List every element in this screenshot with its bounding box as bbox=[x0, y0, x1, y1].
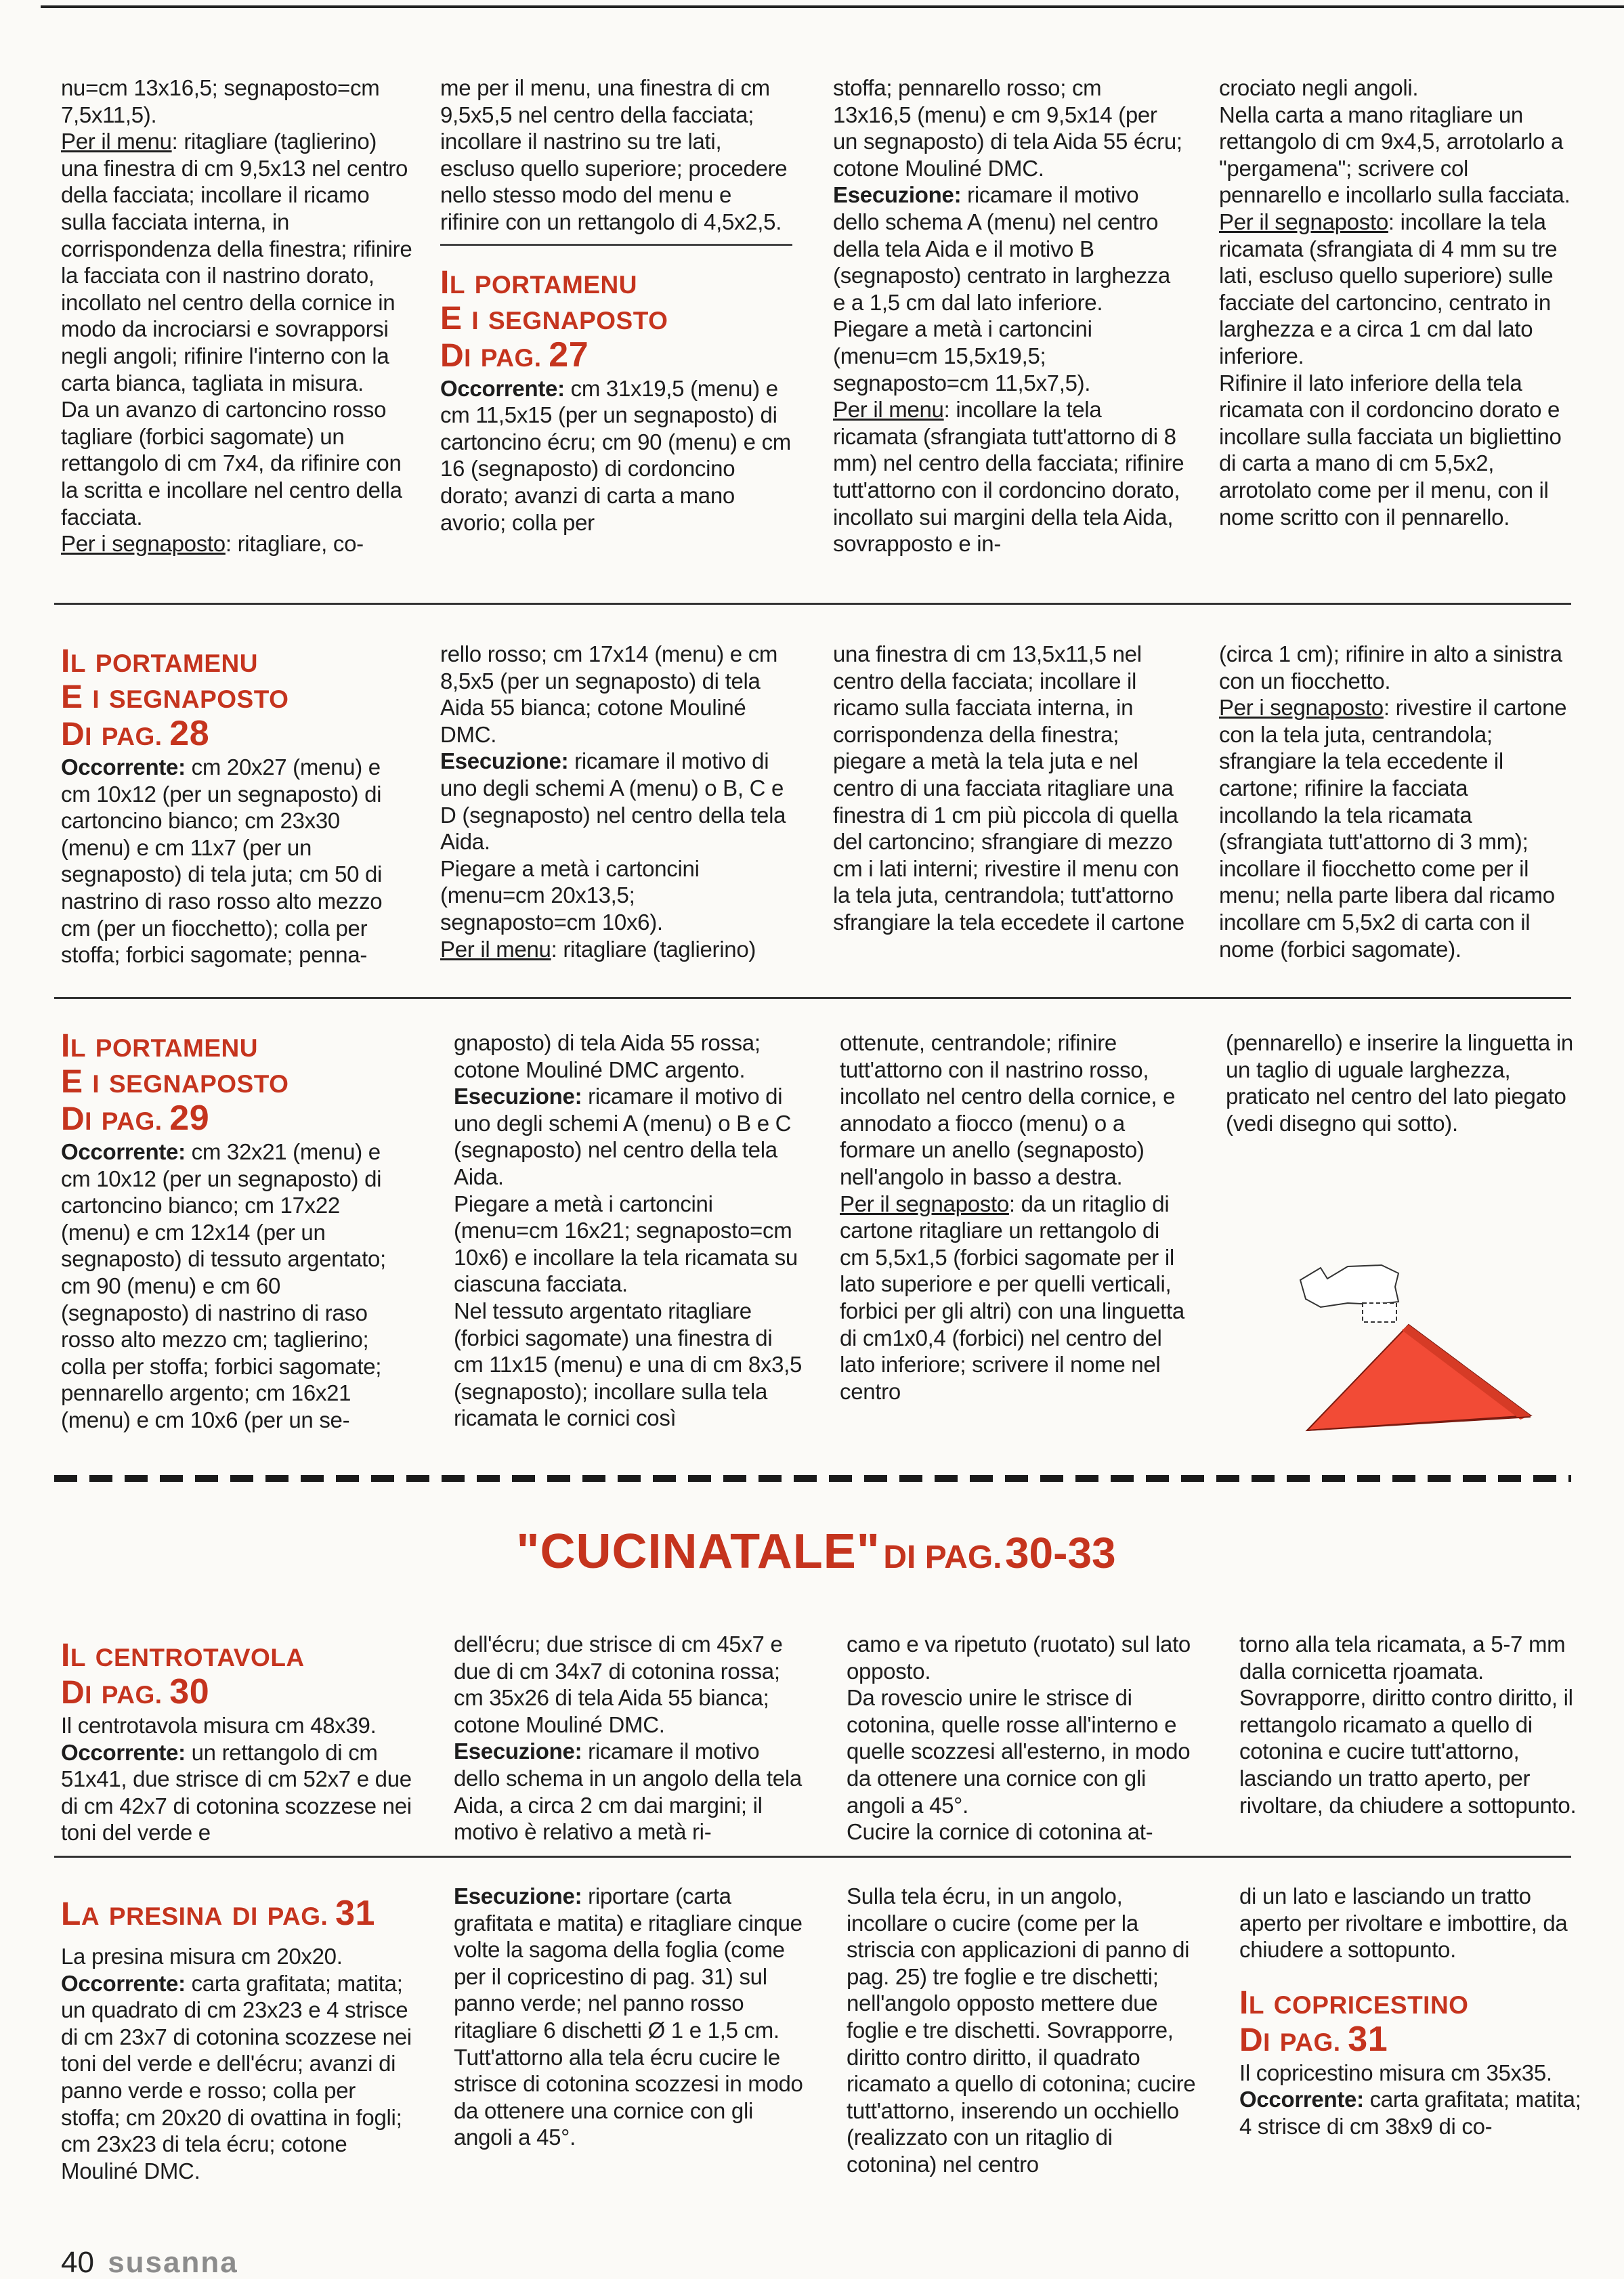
s1-col2 bbox=[440, 74, 792, 536]
underlined-lead: Per il segnaposto bbox=[840, 1191, 1009, 1216]
big-title-quote: "CUCINATALE" bbox=[516, 1525, 880, 1579]
s2-heading: IL PORTAMENU E I SEGNAPOSTO DI PAG. 28 bbox=[61, 643, 289, 753]
paragraph-text: di un lato e lasciando un tratto aperto per rivoltare e imbottire, da chiudere a sottopunto. bbox=[1239, 1883, 1568, 1963]
paragraph bbox=[1239, 1883, 1591, 1963]
paragraph-text: un rettangolo di cm 51x41, due strisce di cm 52x7 e due di cm 42x7 di cotonina scozzese nei toni del verde e bbox=[61, 1739, 412, 1846]
s5-col2 bbox=[454, 1883, 806, 2151]
underlined-lead: Per il menu bbox=[440, 936, 551, 962]
paragraph-text: stoffa; pennarello rosso; cm 13x16,5 (menu) e cm 9,5x14 (per un segnaposto) di tela Aida 55 écru; cotone Mouliné DMC. bbox=[833, 75, 1182, 181]
s2-col1 bbox=[61, 645, 413, 968]
paragraph bbox=[454, 1631, 806, 1738]
page-number: 40 bbox=[61, 2246, 94, 2279]
paragraph bbox=[454, 2044, 806, 2151]
paragraph bbox=[61, 1943, 413, 1970]
s5-heading: LA PRESINA DI PAG. 31 bbox=[61, 1894, 375, 1933]
underlined-lead: Per il menu bbox=[61, 129, 172, 154]
paragraph-text: una finestra di cm 13,5x11,5 nel centro della facciata; incollare il ricamo sulla facciata interna, in corrispondenza della finestra; piegare a metà la tela juta e nel centro di una facciata ritagliare una finestra di 1 cm più piccola di quella del cartoncino; sfrangiare di mezzo cm i lati interni; rivestire il menu con la tela juta, centrandola; tutt'attorno sfrangiare la tela eccedete il cartone bbox=[833, 641, 1184, 935]
paragraph bbox=[840, 1191, 1192, 1405]
paragraph bbox=[440, 74, 792, 236]
paragraph bbox=[454, 1883, 806, 2044]
s5-col1 bbox=[61, 1896, 413, 2184]
paragraph bbox=[440, 641, 792, 748]
s4-col3 bbox=[847, 1631, 1199, 1846]
s3-heading: IL PORTAMENU E I SEGNAPOSTO DI PAG. 29 bbox=[61, 1028, 289, 1138]
paragraph-text: ricamare il motivo di uno degli schemi A (menu) o B e C (segnaposto) nel centro della tela Aida. bbox=[454, 1084, 792, 1189]
big-title-sub: DI PAG. bbox=[883, 1539, 1002, 1575]
paragraph bbox=[454, 1191, 806, 1298]
top-rule bbox=[41, 5, 1624, 8]
paragraph bbox=[61, 1739, 413, 1846]
paragraph-text: Tutt'attorno alla tela écru cucire le strisce di cotonina scozzesi in modo da ottenere una cornice con gli angoli a 45°. bbox=[454, 2044, 803, 2150]
divider-1 bbox=[54, 603, 1571, 605]
s2-col1-text bbox=[61, 754, 413, 968]
paragraph-text: ricamare il motivo dello schema A (menu) nel centro della tela Aida e il motivo B (segnaposto) centrato in larghezza e a 1,5 cm dal lato inferiore. bbox=[833, 182, 1170, 315]
tent-place-card-drawing bbox=[1280, 1260, 1551, 1443]
paragraph-text: Rifinire il lato inferiore della tela ricamata con il cordoncino dorato e incollare sulla facciata un bigliettino di carta a mano di cm 5,5x2, arrotolato come per il menu, con il nome scritto con il pennarello. bbox=[1219, 370, 1562, 530]
s5-col1-text bbox=[61, 1943, 413, 2184]
underlined-lead: Per il segnaposto bbox=[1219, 209, 1388, 234]
paragraph bbox=[61, 128, 413, 396]
paragraph bbox=[454, 1298, 806, 1432]
s5-col4-after bbox=[1239, 2060, 1591, 2140]
paragraph-text: Nella carta a mano ritagliare un rettangolo di cm 9x4,5, arrotolarlo a "pergamena"; scrivere col pennarello e incollarlo sulla facciata. bbox=[1219, 102, 1570, 208]
paragraph-text: Da un avanzo di cartoncino rosso tagliare (forbici sagomate) un rettangolo di cm 7x4, da rifinire con la scritta e incollare nel centro della facciata. bbox=[61, 397, 402, 530]
paragraph-text: camo e va ripetuto (ruotato) sul lato opposto. bbox=[847, 1632, 1191, 1684]
paragraph-text: dell'écru; due strisce di cm 45x7 e due di cm 34x7 di cotonina rossa; cm 35x26 di tela Aida 55 bianca; cotone Mouliné DMC. bbox=[454, 1632, 783, 1737]
paragraph-text: Il copricestino misura cm 35x35. bbox=[1239, 2060, 1552, 2085]
paragraph-text: me per il menu, una finestra di cm 9,5x5,5 nel centro della facciata; incollare il nastrino su tre lati, escluso quello superiore; procedere nello stesso modo del menu e rifinire con un rettangolo di 4,5x2,5. bbox=[440, 75, 788, 234]
paragraph bbox=[847, 1818, 1199, 1846]
paragraph-text: ottenute, centrandole; rifinire tutt'attorno con il nastrino rosso, incollato nel centro della cornice, e annodato a fiocco (menu) o a formare un anello (segnaposto) nell'angolo in basso a destra. bbox=[840, 1030, 1176, 1189]
paragraph-text: Sovrapporre, diritto contro diritto, il rettangolo ricamato a quello di cotonina e cucire tutt'attorno, lasciando un tratto aperto, per rivoltare, da chiudere a sottopunto. bbox=[1239, 1685, 1577, 1818]
paragraph bbox=[61, 1712, 413, 1739]
s2-col3 bbox=[833, 641, 1185, 936]
s1-col2-after bbox=[440, 375, 792, 536]
paragraph bbox=[1239, 1631, 1591, 1684]
s5-col4-heading: IL COPRICESTINO DI PAG. 31 bbox=[1239, 1984, 1469, 2059]
paragraph-text: ricamare il motivo dello schema in un angolo della tela Aida, a circa 2 cm dai margini; il motivo è relativo a metà ri- bbox=[454, 1739, 802, 1845]
paragraph-text: La presina misura cm 20x20. bbox=[61, 1944, 343, 1969]
s2-col2 bbox=[440, 641, 792, 962]
bold-lead: Esecuzione: bbox=[454, 1739, 582, 1764]
paragraph bbox=[847, 1883, 1199, 2178]
paragraph-text: Piegare a metà i cartoncini (menu=cm 15,5x19,5; segnaposto=cm 11,5x7,5). bbox=[833, 316, 1092, 396]
paragraph bbox=[840, 1029, 1192, 1191]
paragraph-text: : incollare la tela ricamata (sfrangiata tutt'attorno di 8 mm) nel centro della facciata; rifinire tutt'attorno con il cordoncino dorato, incollato sui margini della tela Aida, sovrapposto e in- bbox=[833, 397, 1184, 557]
bold-lead: Occorrente: bbox=[61, 1970, 186, 1996]
paragraph bbox=[61, 396, 413, 530]
paragraph bbox=[440, 936, 792, 963]
paragraph bbox=[440, 748, 792, 855]
s5-col4-text bbox=[1239, 1883, 1591, 1963]
paragraph bbox=[61, 530, 413, 557]
paragraph bbox=[1219, 209, 1571, 370]
s4-col1-text bbox=[61, 1712, 413, 1846]
paragraph bbox=[847, 1631, 1199, 1684]
bold-lead: Occorrente: bbox=[440, 375, 565, 401]
s1-col2-heading: IL PORTAMENU E I SEGNAPOSTO DI PAG. 27 bbox=[440, 264, 668, 375]
underlined-lead: Per il menu bbox=[833, 397, 944, 423]
s3-col4 bbox=[1226, 1029, 1578, 1136]
paragraph-text: Piegare a metà i cartoncini (menu=cm 20x13,5; segnaposto=cm 10x6). bbox=[440, 855, 700, 935]
paragraph-text: ricamare il motivo di uno degli schemi A (menu) o B, C e D (segnaposto) nel centro della tela Aida. bbox=[440, 748, 786, 855]
paragraph bbox=[61, 1970, 413, 2185]
s1-col2-text bbox=[440, 74, 792, 236]
bold-lead: Esecuzione: bbox=[454, 1084, 582, 1109]
bold-lead: Esecuzione: bbox=[454, 1883, 582, 1909]
bold-lead: Occorrente: bbox=[61, 754, 186, 780]
paragraph-text: nu=cm 13x16,5; segnaposto=cm 7,5x11,5). bbox=[61, 75, 380, 127]
s4-col4 bbox=[1239, 1631, 1591, 1818]
s3-col2 bbox=[454, 1029, 806, 1432]
paragraph-text: riportare (carta grafitata e matita) e ritagliare cinque volte la sagoma della foglia (come per il copricestino di pag. 31) sul panno verde; nel panno rosso ritagliare 6 dischetti Ø 1 e 1,5 cm. bbox=[454, 1883, 803, 2043]
paragraph bbox=[1239, 2060, 1591, 2087]
page-footer bbox=[61, 2247, 238, 2278]
bold-lead: Esecuzione: bbox=[440, 748, 569, 774]
underlined-lead: Per i segnaposto bbox=[1219, 695, 1384, 721]
paragraph bbox=[1219, 641, 1571, 694]
paragraph-text: : ritagliare (taglierino) bbox=[551, 936, 756, 962]
paragraph-text: : ritagliare, co- bbox=[225, 531, 364, 557]
paragraph-text: rello rosso; cm 17x14 (menu) e cm 8,5x5 (per un segnaposto) di tela Aida 55 bianca; cotone Mouliné DMC. bbox=[440, 641, 778, 747]
s4-col2 bbox=[454, 1631, 806, 1846]
paragraph bbox=[454, 1738, 806, 1845]
s1-col1 bbox=[61, 74, 413, 557]
paragraph-text: Nel tessuto argentato ritagliare (forbici sagomate) una finestra di cm 11x15 (menu) e una di cm 8x3,5 (segnaposto); incollare sulla tela ricamata le cornici così bbox=[454, 1298, 803, 1431]
s4-heading: IL CENTROTAVOLA DI PAG. 30 bbox=[61, 1638, 305, 1711]
paragraph bbox=[833, 182, 1185, 316]
paragraph bbox=[833, 641, 1185, 936]
paragraph bbox=[1239, 2086, 1591, 2139]
paragraph-text: Da rovescio unire le strisce di cotonina, quelle rosse all'interno e quelle scozzesi all'esterno, in modo da ottenere una cornice con gli angoli a 45°. bbox=[847, 1685, 1191, 1818]
paragraph bbox=[61, 74, 413, 128]
magazine-brand: susanna bbox=[108, 2246, 238, 2279]
paragraph bbox=[1239, 1684, 1591, 1818]
paragraph bbox=[1219, 370, 1571, 531]
paragraph-text: : incollare la tela ricamata (sfrangiata di 4 mm su tre lati, escluso quello superiore) sulle facciate del cartoncino, centrato in larghezza e a circa 1 cm dal lato inferiore. bbox=[1219, 209, 1558, 368]
paragraph-text: (circa 1 cm); rifinire in alto a sinistra con un fiocchetto. bbox=[1219, 641, 1562, 694]
s1-col3 bbox=[833, 74, 1185, 557]
paragraph bbox=[454, 1083, 806, 1190]
paragraph bbox=[833, 316, 1185, 396]
paragraph bbox=[454, 1029, 806, 1083]
paragraph bbox=[833, 396, 1185, 557]
paragraph-text: (pennarello) e inserire la linguetta in un taglio di uguale larghezza, praticato nel centro del lato piegato (vedi disegno qui sotto). bbox=[1226, 1030, 1573, 1136]
paragraph-text: : da un ritaglio di cartone ritagliare un rettangolo di cm 5,5x1,5 (forbici sagomate per il lato superiore e per quelli verticali, forbici per gli altri) con una linguetta di cm1x0,4 (forbici) nel centro del lato inferiore; scrivere il nome nel centro bbox=[840, 1191, 1184, 1404]
divider-3 bbox=[54, 1856, 1571, 1858]
divider-2 bbox=[54, 997, 1571, 999]
s3-col1 bbox=[61, 1029, 413, 1434]
paragraph bbox=[1219, 102, 1571, 209]
underlined-lead: Per i segnaposto bbox=[61, 531, 226, 557]
paragraph bbox=[61, 754, 413, 968]
paragraph-text: carta grafitata; matita; 4 strisce di cm 38x9 di co- bbox=[1239, 2087, 1581, 2139]
paragraph-text: cm 32x21 (menu) e cm 10x12 (per un segnaposto) di cartoncino bianco; cm 17x22 (menu) e cm 12x14 (per un segnaposto) di tessuto argentato; cm 90 (menu) e cm 60 (segnaposto) di nastrino di raso rosso alto mezzo cm; taglierino; colla per stoffa; forbici sagomate; pennarello argento; cm 16x21 (menu) e cm 10x6 (per un se- bbox=[61, 1139, 386, 1432]
paragraph-text: Piegare a metà i cartoncini (menu=cm 16x21; segnaposto=cm 10x6) e incollare la tela ricamata su ciascuna facciata. bbox=[454, 1191, 798, 1297]
paragraph-text: gnaposto) di tela Aida 55 rossa; cotone Mouliné DMC argento. bbox=[454, 1030, 761, 1082]
s5-col3 bbox=[847, 1883, 1199, 2178]
s2-col4 bbox=[1219, 641, 1571, 962]
paragraph bbox=[1219, 74, 1571, 102]
s3-col3 bbox=[840, 1029, 1192, 1405]
paragraph-text: carta grafitata; matita; un quadrato di cm 23x23 e 4 strisce di cm 23x7 di cotonina scozzese nei toni del verde e dell'écru; avanzi di panno verde e rosso; colla per stoffa; cm 20x20 di ovattina in fogli; cm 23x23 di tela écru; cotone Mouliné DMC. bbox=[61, 1970, 412, 2184]
paragraph-text: : ritagliare (taglierino) una finestra di cm 9,5x13 nel centro della facciata; incollare il ricamo sulla facciata interna, in corrispondenza della finestra; rifinire la facciata con il nastrino dorato, incollato nel centro della cornice in modo da incrociarsi e sovrapporsi negli angoli; rifinire l'interno con la carta bianca, tagliata in misura. bbox=[61, 129, 412, 396]
paragraph-text: Il centrotavola misura cm 48x39. bbox=[61, 1713, 377, 1738]
big-title-pages: 30-33 bbox=[1004, 1529, 1116, 1577]
paragraph-text: cm 20x27 (menu) e cm 10x12 (per un segnaposto) di cartoncino bianco; cm 23x30 (menu) e cm 11x7 (per un segnaposto) di tela juta; cm 50 di nastrino di raso rosso alto mezzo cm (per un fiocchetto); colla per stoffa; forbici sagomate; penna- bbox=[61, 754, 383, 968]
dashed-divider bbox=[54, 1475, 1571, 1482]
s4-col1 bbox=[61, 1639, 413, 1846]
s3-col1-text bbox=[61, 1138, 413, 1434]
paragraph bbox=[61, 1138, 413, 1434]
bold-lead: Occorrente: bbox=[1239, 2087, 1364, 2112]
paragraph bbox=[833, 74, 1185, 182]
bold-lead: Occorrente: bbox=[61, 1739, 186, 1765]
paragraph-text: Cucire la cornice di cotonina at- bbox=[847, 1819, 1153, 1845]
paragraph-text: torno alla tela ricamata, a 5-7 mm dalla cornicetta rjoamata. bbox=[1239, 1632, 1566, 1684]
bold-lead: Esecuzione: bbox=[833, 182, 962, 208]
paragraph-text: crociato negli angoli. bbox=[1219, 75, 1419, 100]
s1-col2-rule bbox=[440, 244, 792, 246]
paragraph-text: Sulla tela écru, in un angolo, incollare o cucire (come per la striscia con applicazioni di panno di pag. 25) tre foglie e tre dischetti; nell'angolo opposto mettere due foglie e tre dischetti. Sovrapporre, diritto contro diritto, il quadrato ricamato a quello di cotonina; cucire tutt'attorno, inserendo un occhiello (realizzato con un ritaglio di cotonina) nel centro bbox=[847, 1883, 1196, 2177]
paragraph bbox=[440, 375, 792, 536]
paragraph-text: : rivestire il cartone con la tela juta, centrandola; sfrangiare la tela eccedente il cartone; rifinire la facciata incollando la tela ricamata (sfrangiata tutt'attorno di 3 mm); incollare il fiocchetto come per il menu; nella parte libera dal ricamo incollare cm 5,5x2 di carta con il nome (forbici sagomate). bbox=[1219, 695, 1567, 962]
paragraph bbox=[847, 1684, 1199, 1818]
big-title bbox=[61, 1524, 1571, 1579]
paragraph bbox=[1226, 1029, 1578, 1136]
paragraph bbox=[1219, 694, 1571, 962]
s1-col4 bbox=[1219, 74, 1571, 530]
s5-col4 bbox=[1239, 1883, 1591, 2140]
bold-lead: Occorrente: bbox=[61, 1139, 186, 1164]
paragraph-text: cm 31x19,5 (menu) e cm 11,5x15 (per un segnaposto) di cartoncino écru; cm 90 (menu) e cm 16 (segnaposto) di cordoncino dorato; avanzi di carta a mano avorio; colla per bbox=[440, 375, 791, 535]
paragraph bbox=[440, 855, 792, 936]
